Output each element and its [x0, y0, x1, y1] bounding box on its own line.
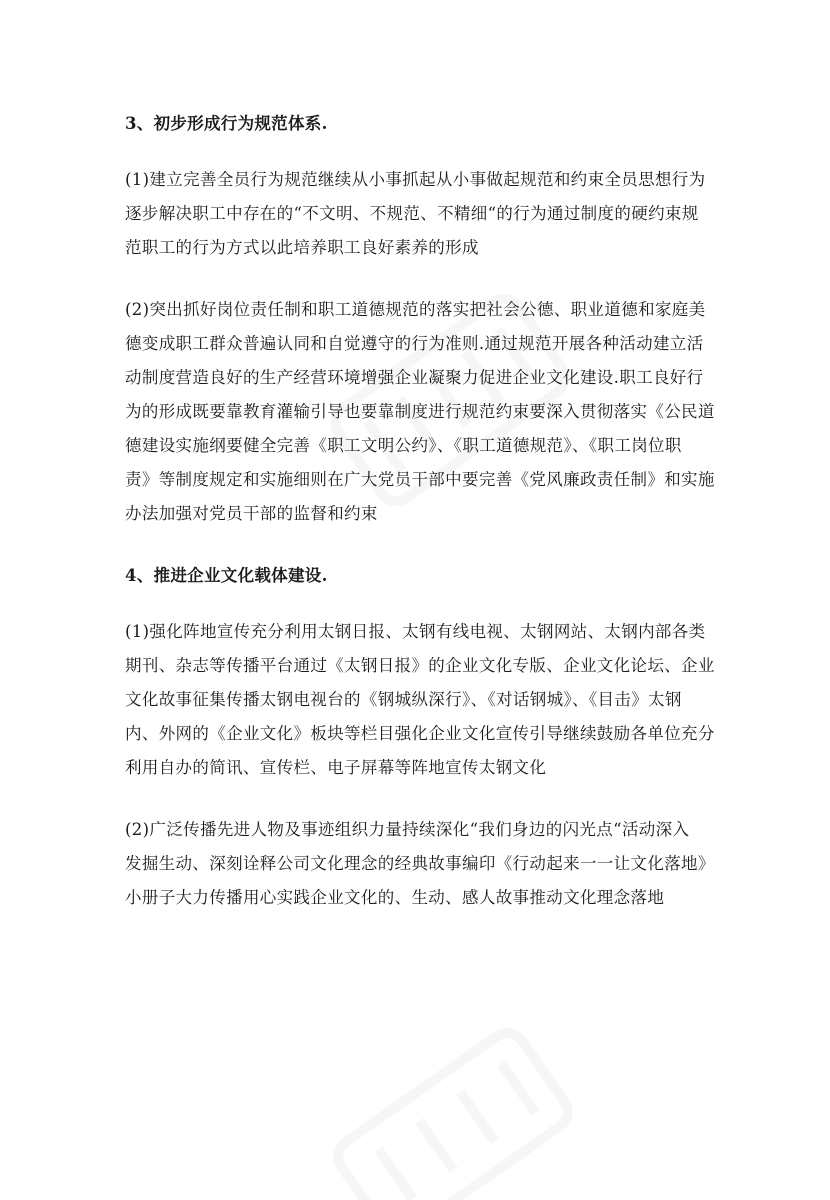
paragraph-line: (1)强化阵地宣传充分利用太钢日报、太钢有线电视、太钢网站、太钢内部各类 — [125, 622, 706, 641]
paragraph-line: 利用自办的简讯、宣传栏、电子屏幕等阵地宣传太钢文化 — [125, 758, 547, 777]
section-4-heading: 4、推进企业文化载体建设. — [125, 566, 328, 585]
paragraph-line: 期刊、杂志等传播平台通过《太钢日报》的企业文化专版、企业文化论坛、企业 — [125, 656, 715, 675]
document-body — [125, 107, 720, 943]
section-3-paragraph-2 — [125, 293, 720, 531]
paragraph-line: 范职工的行为方式以此培养职工良好素养的形成 — [125, 238, 479, 257]
paragraph-line: 办法加强对党员干部的监督和约束 — [125, 504, 378, 523]
paragraph-line: 责》等制度规定和实施细则在广大党员干部中要完善《党风廉政责任制》和实施 — [125, 470, 715, 489]
paragraph-line: 文化故事征集传播太钢电视台的《钢城纵深行》、《对话钢城》、《目击》太钢 — [125, 690, 682, 709]
paragraph-line: (1)建立完善全员行为规范继续从小事抓起从小事做起规范和约束全员思想行为 — [125, 170, 706, 189]
section-4-paragraph-2 — [125, 813, 720, 915]
paragraph-line: 德建设实施纲要健全完善《职工文明公约》、《职工道德规范》、《职工岗位职 — [125, 436, 682, 455]
section-4-paragraph-1 — [125, 615, 720, 785]
paragraph-line: 小册子大力传播用心实践企业文化的、生动、感人故事推动文化理念落地 — [125, 888, 665, 907]
paragraph-line: 为的形成既要靠教育灌输引导也要靠制度进行规范约束要深入贯彻落实《公民道 — [125, 402, 715, 421]
paragraph-line: 内、外网的《企业文化》板块等栏目强化企业文化宣传引导继续鼓励各单位充分 — [125, 724, 715, 743]
section-3-heading: 3、初步形成行为规范体系. — [125, 114, 328, 133]
paragraph-line: 德变成职工群众普遍认同和自觉遵守的行为准则.通过规范开展各种活动建立活 — [125, 334, 704, 353]
section-3-paragraph-1 — [125, 163, 720, 265]
paragraph-line: 逐步解决职工中存在的“不文明、不规范、不精细“的行为通过制度的硬约束规 — [125, 204, 699, 223]
paragraph-line: (2)广泛传播先进人物及事迹组织力量持续深化“我们身边的闪光点“活动深入 — [125, 820, 690, 839]
watermark-logo-icon — [300, 1010, 600, 1200]
paragraph-line: (2)突出抓好岗位责任制和职工道德规范的落实把社会公德、职业道德和家庭美 — [125, 300, 706, 319]
paragraph-line: 动制度营造良好的生产经营环境增强企业凝聚力促进企业文化建设.职工良好行 — [125, 368, 704, 387]
paragraph-line: 发掘生动、深刻诠释公司文化理念的经典故事编印《行动起来一一让文化落地》 — [125, 854, 715, 873]
